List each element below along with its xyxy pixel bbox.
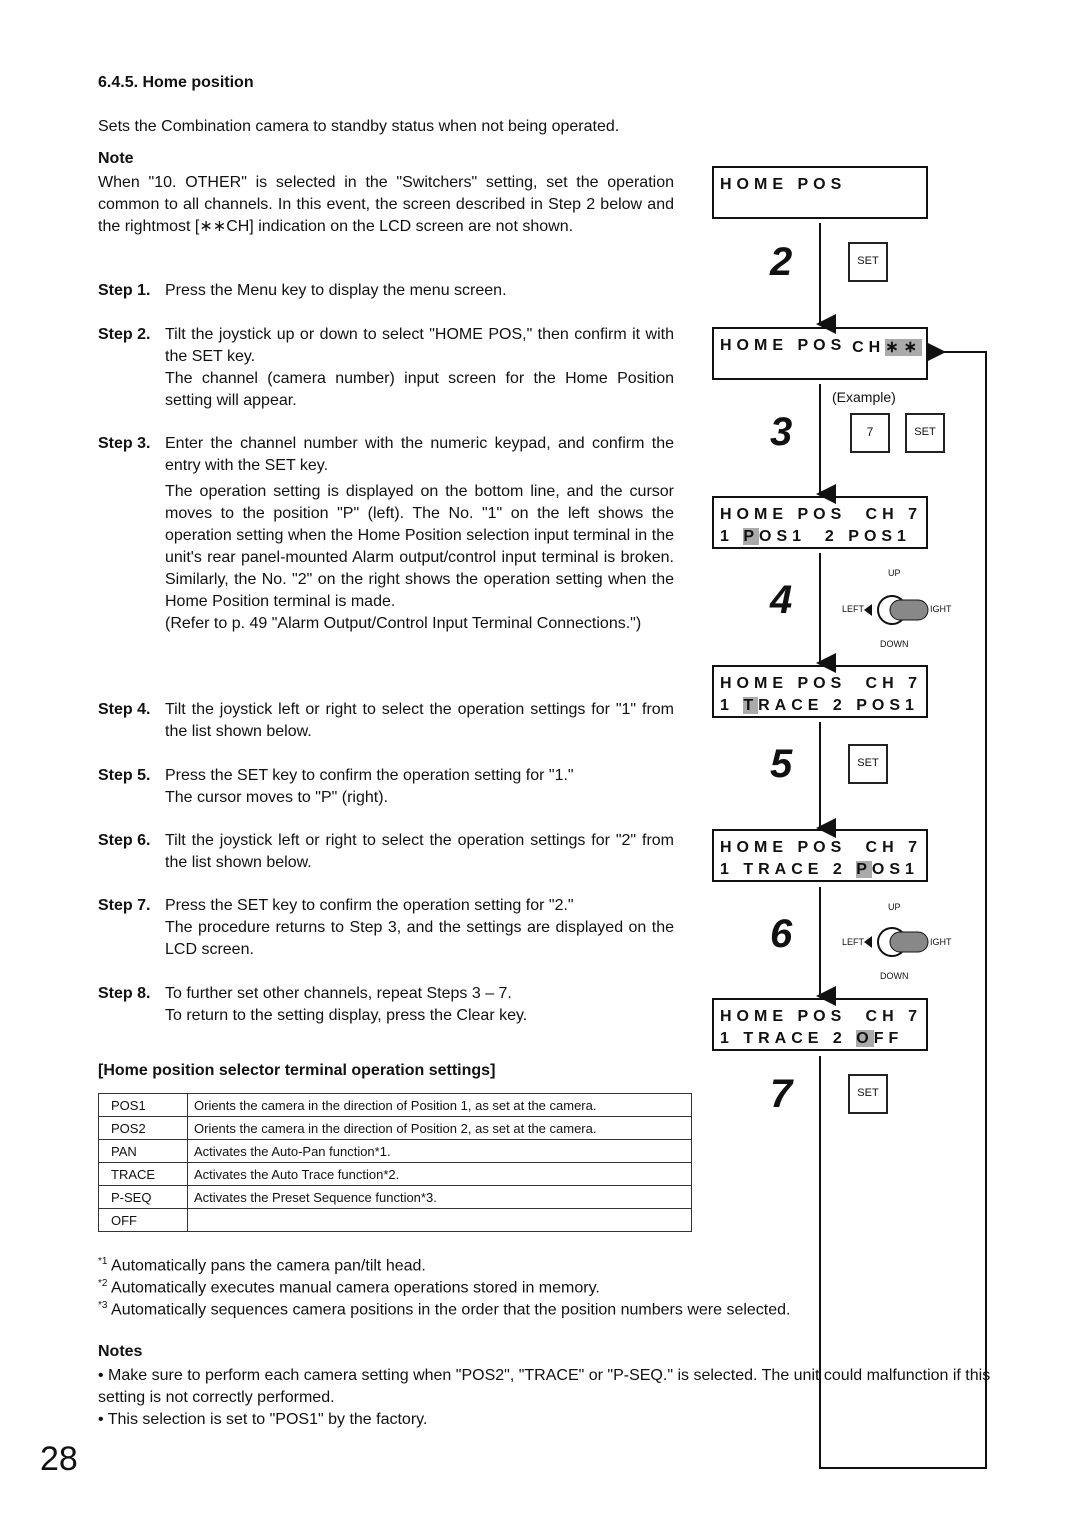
section-heading: 6.4.5. Home position (98, 74, 254, 91)
step-7: Step 7. Press the SET key to confirm the operation setting for "2." The procedure returns to Step 3, and the settings are displayed on the LCD screen. (98, 897, 674, 958)
lcd-screen-5: HOME POS CH 7 1 TRACE 2 POS1 (712, 829, 928, 882)
joystick-left-label: LEFT (842, 937, 865, 947)
settings-table (98, 1093, 692, 1232)
set-key: SET (848, 242, 888, 282)
joystick-right-label: IGHT (930, 604, 952, 614)
set-key: SET (848, 1074, 888, 1114)
step-number: 3 (770, 410, 793, 454)
joystick-up-label: UP (888, 902, 901, 912)
step-3: Step 3. Enter the channel number with the numeric keypad, and confirm the entry with the SET key. The operation setting is displayed on the bottom line, and the cursor moves to the position "P" (left). The No. "1" on the left shows the operation setting when the Home Position selection input terminal in the unit's rear panel-mounted Alarm output/control input terminal is broken. Similarly, the No. "2" on the right shows the operation setting when the Home Position terminal is made. (Refer to p. 49 "Alarm Output/Control Input Terminal Connections.") (98, 435, 674, 632)
joystick-left-label: LEFT (842, 604, 865, 614)
lcd-screen-6: HOME POS CH 7 1 TRACE 2 OFF (712, 998, 928, 1051)
lcd-screen-1: HOME POS (712, 166, 928, 219)
table-row: P-SEQ Activates the Preset Sequence function*3. (99, 1186, 692, 1209)
step-5: Step 5. Press the SET key to confirm the operation setting for "1." The cursor moves to "P" (right). (98, 767, 574, 806)
step-8: Step 8. To further set other channels, repeat Steps 3 – 7. To return to the setting display, press the Clear key. (98, 985, 528, 1024)
notes-item: • This selection is set to "POS1" by the factory. (98, 1411, 428, 1428)
step-number: 6 (770, 912, 793, 956)
joystick-down-label: DOWN (880, 639, 909, 649)
note-text: When "10. OTHER" is selected in the "Switchers" setting, set the operation common to all channels. In this event, the screen described in Step 2 below and the rightmost [∗∗CH] indication on the LCD screen are not shown. (98, 174, 674, 235)
lcd-screen-4: HOME POS CH 7 1 TRACE 2 POS1 (712, 665, 928, 718)
set-key: SET (848, 744, 888, 784)
step-1: Step 1. Press the Menu key to display the menu screen. (98, 282, 507, 299)
lcd-screen-3: HOME POS CH 7 1 POS1 2 POS1 (712, 496, 928, 549)
step-number: 4 (770, 578, 793, 622)
page-number: 28 (40, 1440, 78, 1478)
joystick-icon (862, 922, 932, 962)
table-row: OFF (99, 1209, 692, 1232)
note-heading: Note (98, 150, 134, 167)
joystick-right-label: IGHT (930, 937, 952, 947)
lcd-screen-2: HOME POS CH∗∗ (712, 327, 928, 380)
table-row: PAN Activates the Auto-Pan function*1. (99, 1140, 692, 1163)
example-label: (Example) (832, 389, 896, 405)
step-number: 5 (770, 742, 793, 786)
joystick-icon (862, 590, 932, 630)
table-heading: [Home position selector terminal operation settings] (98, 1062, 496, 1079)
intro-text: Sets the Combination camera to standby status when not being operated. (98, 118, 620, 135)
step-6: Step 6. Tilt the joystick left or right to select the operation settings for "2" from the list shown below. (98, 832, 674, 871)
table-row: TRACE Activates the Auto Trace function*2. (99, 1163, 692, 1186)
set-key: SET (905, 413, 945, 453)
footnote-2: $^{*2}$ Automatically executes manual camera operations stored in memory. (98, 1278, 600, 1297)
numeric-key-7: 7 (850, 413, 890, 453)
notes-heading: Notes (98, 1343, 143, 1360)
table-row: POS1 Orients the camera in the direction of Position 1, as set at the camera. (99, 1094, 692, 1117)
table-row: POS2 Orients the camera in the direction of Position 2, as set at the camera. (99, 1117, 692, 1140)
joystick-down-label: DOWN (880, 971, 909, 981)
step-number: 7 (770, 1072, 793, 1116)
footnote-1: $^{*1}$ Automatically pans the camera pan/tilt head. (98, 1256, 426, 1275)
notes-item: • Make sure to perform each camera setting when "POS2", "TRACE" or "P-SEQ." is selected. The unit could malfunction if this setting is not correctly performed. (98, 1367, 991, 1406)
joystick-up-label: UP (888, 568, 901, 578)
step-number: 2 (770, 240, 793, 284)
step-4: Step 4. Tilt the joystick left or right to select the operation settings for "1" from the list shown below. (98, 701, 674, 740)
step-2: Step 2. Tilt the joystick up or down to select "HOME POS," then confirm it with the SET key. The channel (camera number) input screen for the Home Position setting will appear. (98, 326, 674, 409)
footnote-3: $^{*3}$ Automatically sequences camera positions in the order that the position numbers were selected. (98, 1300, 791, 1319)
